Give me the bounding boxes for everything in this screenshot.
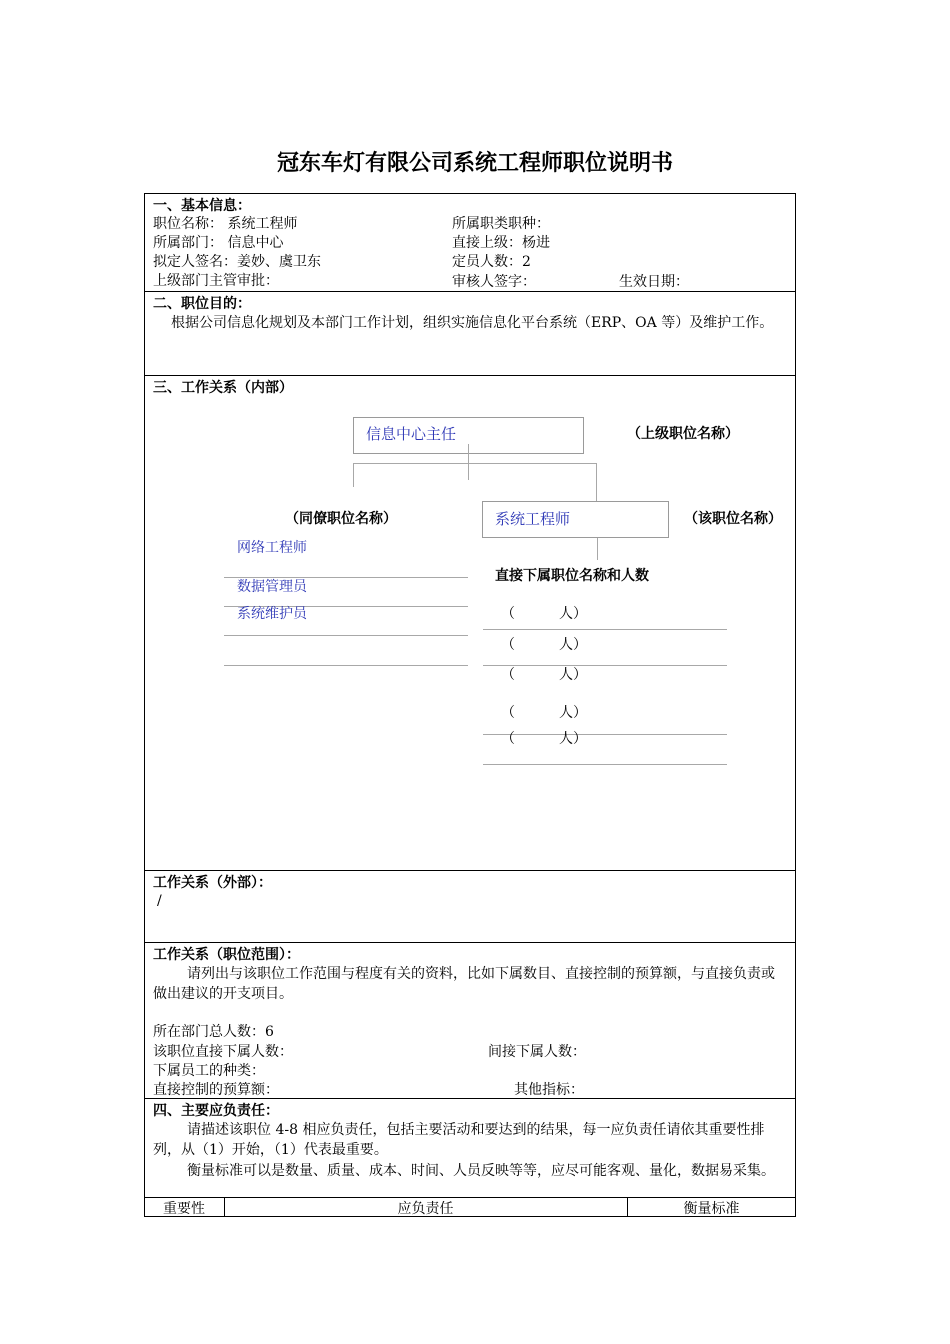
org-connector-left <box>353 463 354 487</box>
department-field: 所属部门： 信息中心 <box>153 235 284 251</box>
org-connector-vertical <box>468 444 469 480</box>
peer-line-3 <box>224 635 468 636</box>
subordinate-row-4-close: 人） <box>559 705 587 721</box>
basic-info-heading: 一、基本信息： <box>153 198 251 214</box>
subordinate-row-5-close: 人） <box>559 731 587 747</box>
dept-approval-field: 上级部门主管审批： <box>153 273 279 289</box>
peer-position-2: 数据管理员 <box>237 579 307 595</box>
divider-purpose-internal <box>144 375 796 376</box>
divider-external-scope <box>144 942 796 943</box>
external-relations-value: / <box>157 893 162 909</box>
peer-line-4 <box>224 665 468 666</box>
divider-duties-table <box>144 1197 796 1198</box>
column-header-importance: 重要性 <box>163 1201 205 1217</box>
indirect-subordinates-field: 间接下属人数： <box>488 1044 586 1060</box>
column-header-responsibility: 应负责任 <box>397 1201 454 1217</box>
duties-text-2: 衡量标准可以是数量、质量、成本、时间、人员反映等等，应尽可能客观、量化，数据易采集。 <box>187 1163 775 1179</box>
purpose-heading: 二、职位目的： <box>153 296 251 312</box>
column-header-measure: 衡量标准 <box>683 1201 740 1217</box>
divider-internal-external <box>144 870 796 871</box>
external-relations-heading: 工作关系（外部）： <box>153 875 272 891</box>
dept-total-field: 所在部门总人数：6 <box>153 1024 274 1040</box>
direct-superior-field: 直接上级：杨进 <box>452 235 550 251</box>
duties-text-1: 请描述该职位 4-8 相应负责任，包括主要活动和要达到的结果，每一应负责任请依其重要性排列，从（1）开始，（1）代表最重要。 <box>153 1122 765 1158</box>
self-position-name: 系统工程师 <box>495 510 571 528</box>
org-connector-right <box>596 463 597 501</box>
subordinate-row-3-open: （ <box>501 667 515 683</box>
scope-text: 请列出与该职位工作范围与程度有关的资料，比如下属数目、直接控制的预算额，与直接负责或做出建议的开支项目。 <box>153 966 775 1002</box>
position-name-field: 职位名称： 系统工程师 <box>153 216 298 232</box>
subordinate-row-1-open: （ <box>501 606 515 622</box>
duties-heading: 四、主要应负责任： <box>153 1103 279 1119</box>
internal-relations-heading: 三、工作关系（内部） <box>153 380 293 396</box>
category-field: 所属职类职种： <box>452 216 550 232</box>
superior-position-label: （上级职位名称） <box>627 426 739 442</box>
subordinate-row-1-close: 人） <box>559 606 587 622</box>
subordinate-line-4 <box>483 764 727 765</box>
peer-position-label: （同僚职位名称） <box>285 511 397 527</box>
direct-subordinates-field: 该职位直接下属人数： <box>153 1044 293 1060</box>
subordinate-row-2-close: 人） <box>559 637 587 653</box>
subordinate-types-field: 下属员工的种类： <box>153 1063 265 1079</box>
scope-heading: 工作关系（职位范围）： <box>153 947 300 963</box>
peer-position-1: 网络工程师 <box>237 540 307 556</box>
self-position-label: （该职位名称） <box>684 511 782 527</box>
purpose-text: 根据公司信息化规划及本部门工作计划，组织实施信息化平台系统（ERP、OA 等）及维护工作。 <box>171 315 774 331</box>
other-indicators-field: 其他指标： <box>514 1082 584 1098</box>
subordinate-line-3 <box>483 734 727 735</box>
effective-date-field: 生效日期： <box>619 274 689 290</box>
org-connector-horizontal <box>353 463 596 464</box>
drafter-field: 拟定人签名：姜妙、虞卫东 <box>153 254 321 270</box>
self-to-subordinates-connector <box>597 538 598 560</box>
headcount-field: 定员人数：2 <box>452 254 531 270</box>
peer-position-3: 系统维护员 <box>237 606 307 622</box>
subordinate-row-2-open: （ <box>501 637 515 653</box>
page-title: 冠东车灯有限公司系统工程师职位说明书 <box>276 151 673 176</box>
frame-edge-mask <box>796 496 799 536</box>
divider-basic-purpose <box>144 291 796 292</box>
subordinates-label: 直接下属职位名称和人数 <box>495 568 649 584</box>
subordinate-line-2 <box>483 665 727 666</box>
superior-position-name: 信息中心主任 <box>366 425 457 443</box>
subordinate-row-3-close: 人） <box>559 667 587 683</box>
subordinate-row-5-open: （ <box>501 731 515 747</box>
subordinate-row-4-open: （ <box>501 705 515 721</box>
budget-field: 直接控制的预算额： <box>153 1082 279 1098</box>
reviewer-field: 审核人签字： <box>452 274 536 290</box>
subordinate-line-1 <box>483 629 727 630</box>
